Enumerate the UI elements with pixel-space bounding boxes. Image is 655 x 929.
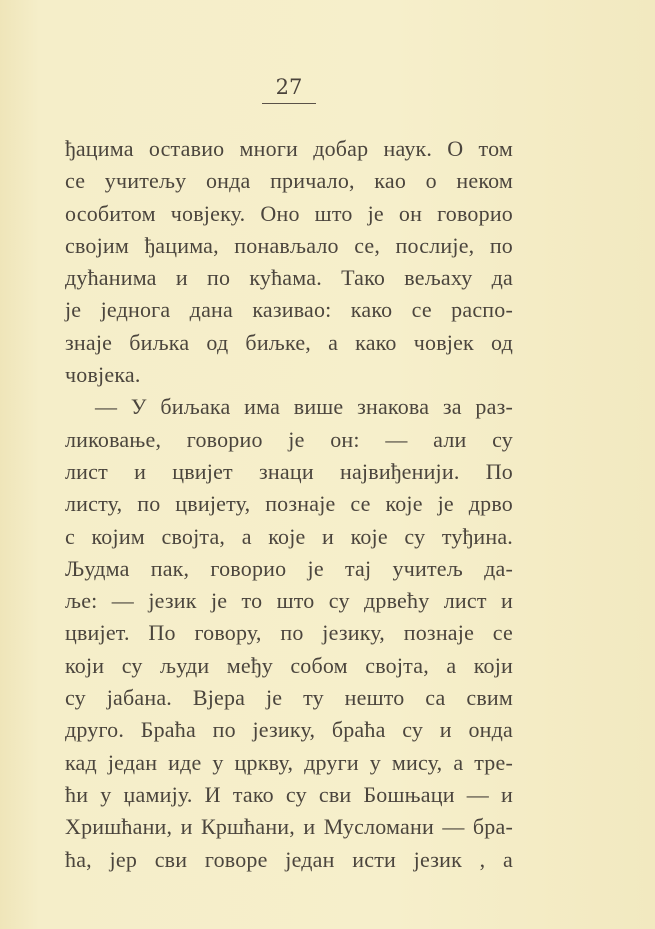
text-line: лист и цвијет знаци највиђенији. По — [65, 458, 513, 484]
text-line: Људма пак, говорио је тај учитељ да- — [65, 555, 513, 581]
text-line: дућанима и по кућама. Тако вељаху да — [65, 265, 513, 291]
text-line: ћи у џамију. И тако су сви Бошњаци — и — [65, 781, 513, 807]
text-line: ћа, јер сви говоре један исти језик , а — [65, 846, 513, 872]
text-line: с којим својта, а које и које су туђина. — [65, 523, 513, 549]
text-line: — У биљака има више знакова за раз- — [95, 394, 513, 420]
text-line: особитом човјеку. Оно што је он говорио — [65, 200, 513, 226]
text-line: се учитељу онда причало, као о неком — [65, 168, 513, 194]
text-line: друго. Браћа по језику, браћа су и онда — [65, 717, 513, 743]
text-line: листу, по цвијету, познаје се које је дрво — [65, 491, 513, 517]
text-line: Хришћани, и Кршћани, и Мусломани — бра- — [65, 814, 513, 840]
text-line: су јабана. Вјера је ту нешто са свим — [65, 685, 513, 711]
page-number: 27 — [262, 75, 316, 104]
text-line: човјека. — [65, 362, 141, 388]
body-text — [65, 133, 513, 876]
text-line: својим ђацима, понављало се, послије, по — [65, 232, 513, 258]
text-line: кад један иде у цркву, други у мису, а тре- — [65, 749, 513, 775]
text-line: цвијет. По говору, по језику, познаје се — [65, 620, 513, 646]
text-line: знаје биљка од биљке, а како човјек од — [65, 329, 513, 355]
text-line: ликовање, говорио је он: — али су — [65, 426, 513, 452]
text-line: који су људи међу собом својта, а који — [65, 652, 513, 678]
text-line: ђацима оставио многи добар наук. О том — [65, 136, 513, 161]
text-line: ље: — језик је то што су дрвећу лист и — [65, 588, 513, 614]
text-line: је једнога дана казивао: како се распо- — [65, 297, 513, 323]
